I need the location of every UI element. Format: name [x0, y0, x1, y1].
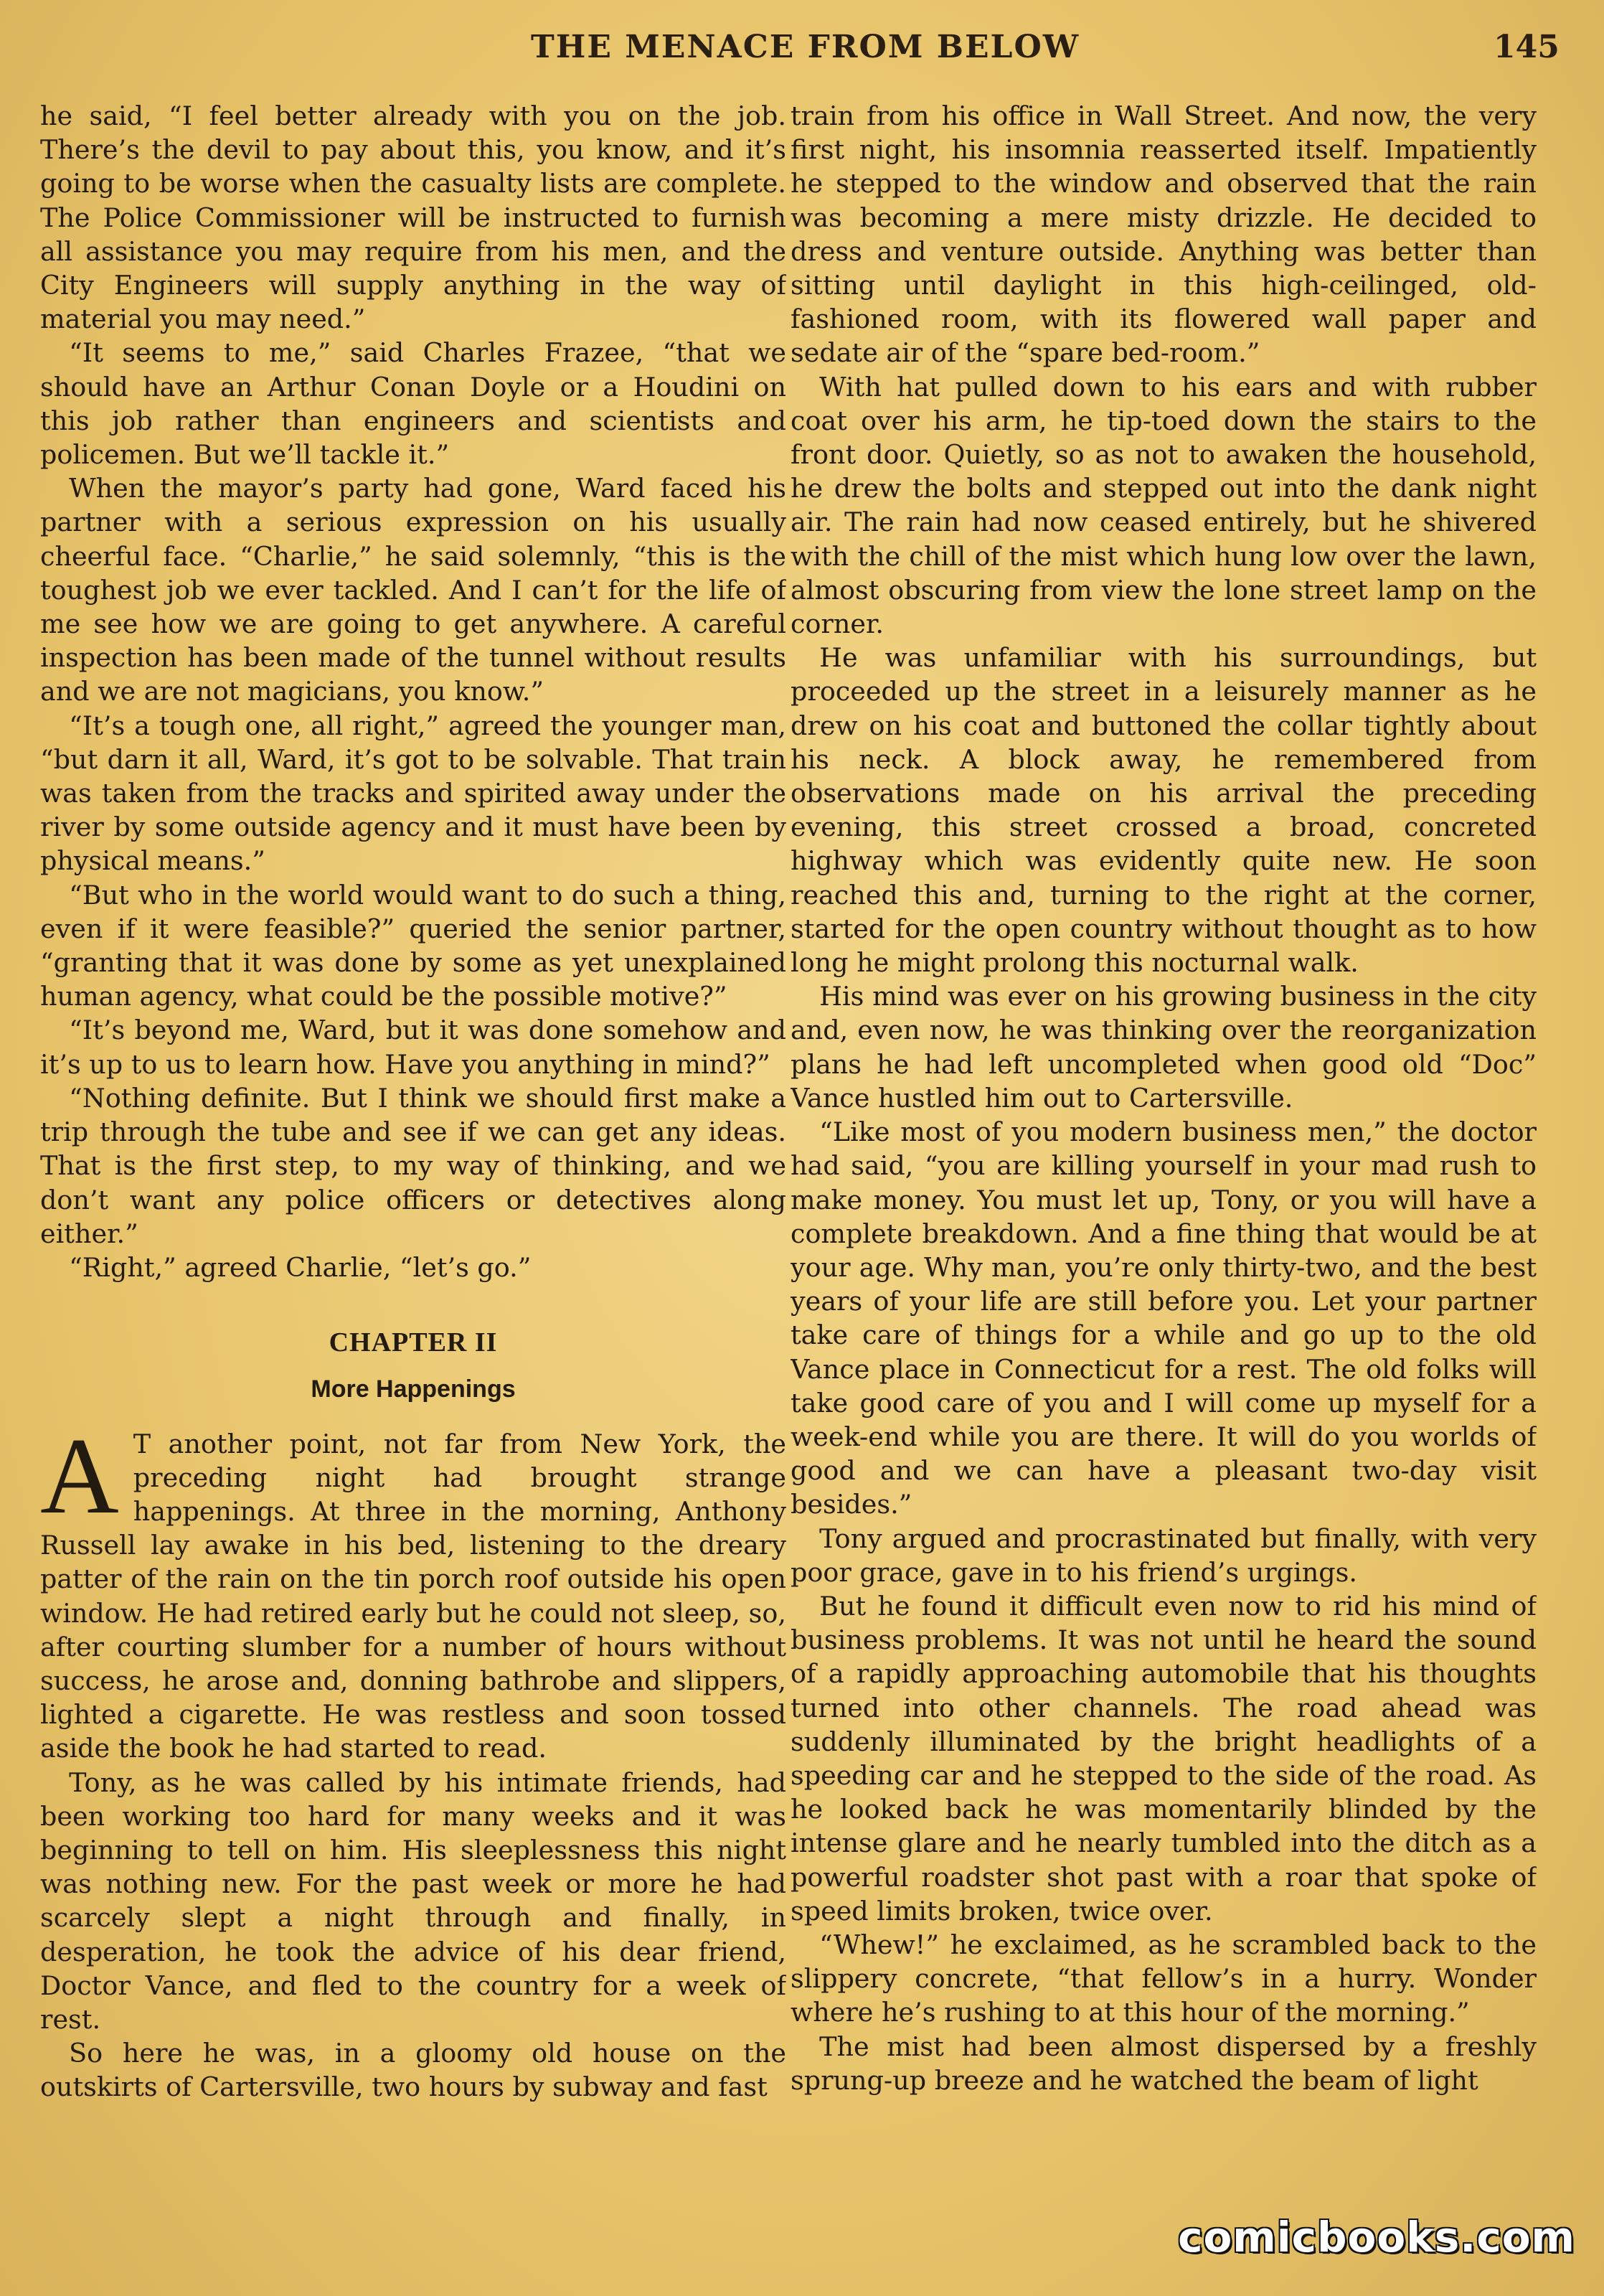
paragraph: Tony argued and procrastinated but finally, with very poor grace, gave in to his friend’s urgings.: [791, 1523, 1537, 1588]
chapter-subtitle: More Happenings: [311, 1375, 516, 1403]
left-column: [40, 99, 786, 2266]
paragraph: His mind was ever on his growing business in the city and, even now, he was thinking over the reorganization plans he had left uncompleted when good old “Doc” Vance hustled him out to Cartersville.: [791, 981, 1537, 1114]
chapter-title: CHAPTER II: [329, 1327, 498, 1358]
paragraph: Tony, as he was called by his intimate friends, had been working too hard for many weeks and it was beginning to tell on him. His sleeplessness this night was nothing new. For the past week or more he had scarcely slept a night through and finally, in desperation, he took the advice of his dear friend, Doctor Vance, and fled to the country for a week of rest.: [40, 1766, 786, 2035]
paragraph: He was unfamiliar with his surroundings, but proceeded up the street in a leisurely manner as he drew on his coat and buttoned the collar tightly about his neck. A block away, he remembered from observations made on his arrival the preceding evening, this street crossed a broad, concreted highway which was evidently quite new. He soon reached this and, turning to the right at the corner, started for the open country without thought as to how long he might prolong this nocturnal walk.: [791, 642, 1537, 979]
paragraph: “It seems to me,” said Charles Frazee, “that we should have an Arthur Conan Doyle or a Houdini on this job rather than engineers and scientists and policemen. But we’ll tackle it.”: [40, 337, 786, 471]
paragraph: “Right,” agreed Charlie, “let’s go.”: [69, 1251, 532, 1283]
paragraph: “Nothing definite. But I think we should first make a trip through the tube and see if we can get any ideas. That is the first step, to my way of thinking, and we don’t want any police officers or detectives along either.”: [40, 1082, 786, 1249]
opening-paragraph-text: T another point, not far from New York, the preceding night had brought strange happenings. At three in the morning, Anthony Russell lay awake in his bed, listening to the dreary patter of the rain on the tin porch roof outside his open window. He had retired early but he could not sleep, so, after courting slumber for a number of hours without success, he arose and, donning bathrobe and slippers, lighted a cigarette. He was restless and soon tossed aside the book he had started to read.: [40, 1428, 786, 1764]
paragraph: train from his office in Wall Street. And now, the very first night, his insomnia reasserted itself. Impatiently he stepped to the window and observed that the rain was becoming a mere misty drizzle. He decided to dress and venture outside. Anything was better than sitting until daylight in this high-ceilinged, old-fashioned room, with its flowered wall paper and sedate air of the “spare bed-room.”: [791, 100, 1537, 369]
site-watermark: comicbooks.com: [1178, 2213, 1575, 2262]
paragraph: When the mayor’s party had gone, Ward faced his partner with a serious expression on his usually cheerful face. “Charlie,” he said solemnly, “this is the toughest job we ever tackled. And I can’t for the life of me see how we are going to get anywhere. A careful inspection has been made of the tunnel without results and we are not magicians, you know.”: [40, 473, 786, 707]
paragraph: he said, “I feel better already with you on the job. There’s the devil to pay about this, you know, and it’s going to be worse when the casualty lists are complete. The Police Commissioner will be instructed to furnish all assistance you may require from his men, and the City Engineers will supply anything in the way of material you may need.”: [40, 100, 786, 335]
running-title: THE MENACE FROM BELOW: [531, 29, 1080, 65]
paragraph: So here he was, in a gloomy old house on the outskirts of Cartersville, two hours by subway and fast: [40, 2038, 786, 2103]
drop-cap: A: [40, 1415, 119, 1536]
paragraph: With hat pulled down to his ears and with rubber coat over his arm, he tip-toed down the stairs to the front door. Quietly, so as not to awaken the household, he drew the bolts and stepped out into the dank night air. The rain had now ceased entirely, but he shivered with the chill of the mist which hung low over the lawn, almost obscuring from view the lone street lamp on the corner.: [791, 371, 1537, 640]
paragraph: “Like most of you modern business men,” the doctor had said, “you are killing yourself in your mad rush to make money. You must let up, Tony, or you will have a complete breakdown. And a fine thing that would be at your age. Why man, you’re only thirty-two, and the best years of your life are still before you. Let your partner take care of things for a while and go up to the old Vance place in Connecticut for a rest. The old folks will take good care of you and I will come up myself for a week-end while you are there. It will do you worlds of good and we can have a pleasant two-day visit besides.”: [791, 1116, 1537, 1520]
paragraph: The mist had been almost dispersed by a freshly sprung-up breeze and he watched the beam of light: [791, 2031, 1537, 2096]
paragraph: “Whew!” he exclaimed, as he scrambled back to the slippery concrete, “that fellow’s in a hurry. Wonder where he’s rushing to at this hour of the morning.”: [791, 1929, 1537, 2028]
page-number: 145: [1494, 29, 1560, 65]
opening-paragraph: [40, 1415, 786, 1766]
paragraph: “It’s beyond me, Ward, but it was done somehow and it’s up to us to learn how. Have you anything in mind?”: [40, 1015, 786, 1080]
paragraph: “It’s a tough one, all right,” agreed the younger man, “but darn it all, Ward, it’s got to be solvable. That train was taken from the tracks and spirited away under the river by some outside agency and it must have been by physical means.”: [40, 710, 786, 877]
right-column: [791, 99, 1537, 2266]
paragraph: “But who in the world would want to do such a thing, even if it were feasible?” queried the senior partner, “granting that it was done by some as yet unexplained human agency, what could be the possible motive?”: [40, 879, 786, 1012]
paragraph: But he found it difficult even now to rid his mind of business problems. It was not until he heard the sound of a rapidly approaching automobile that his thoughts turned into other channels. The road ahead was suddenly illuminated by the bright headlights of a speeding car and he stepped to the side of the road. As he looked back he was momentarily blinded by the intense glare and he nearly tumbled into the ditch as a powerful roadster shot past with a roar that spoke of speed limits broken, twice over.: [791, 1590, 1537, 1926]
